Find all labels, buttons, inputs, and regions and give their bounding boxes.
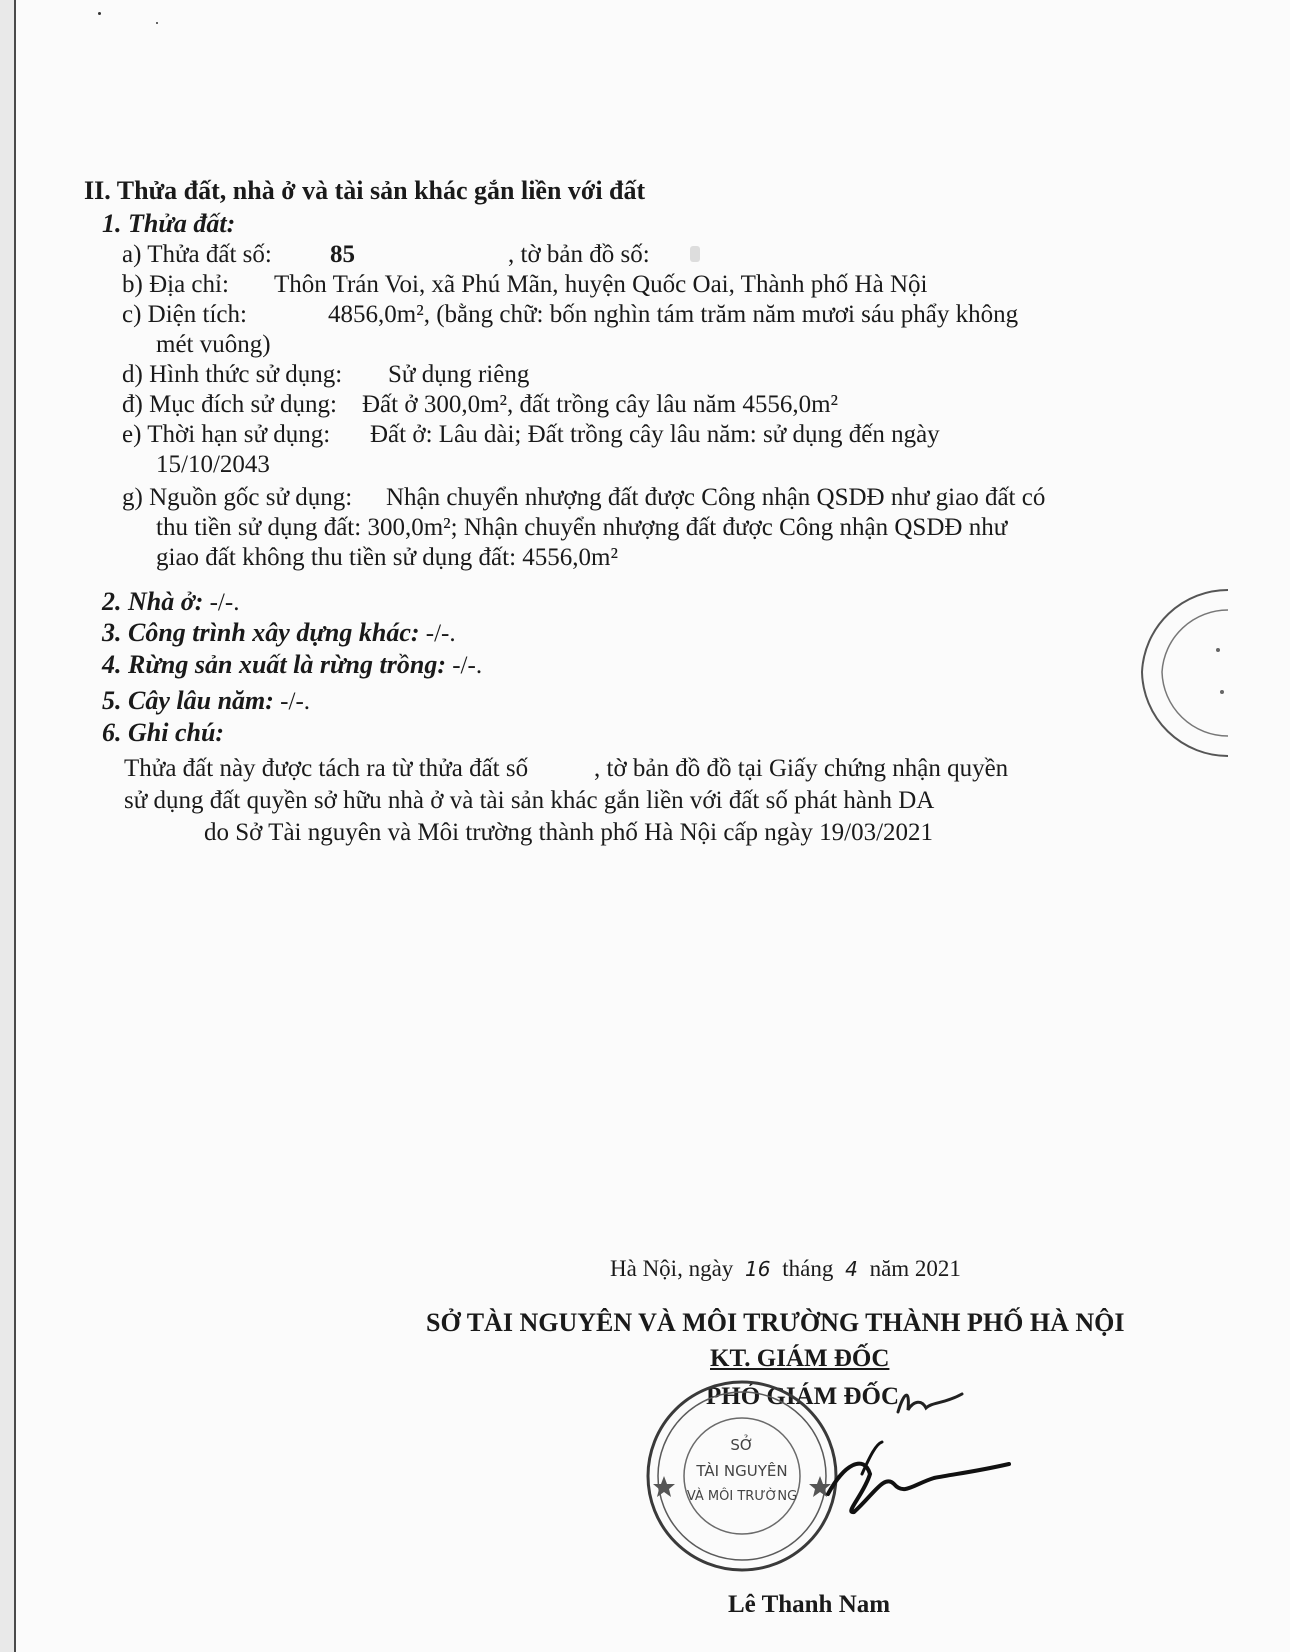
date-month-label: tháng (782, 1256, 834, 1281)
signing-date (610, 1254, 961, 1284)
label-plot-number: a) Thửa đất số: (122, 241, 272, 268)
usage-purpose: Đất ở 300,0m², đất trồng cây lâu năm 4556,0m² (362, 391, 839, 418)
speck (156, 22, 158, 24)
partial-stamp-edge (1110, 588, 1230, 758)
initials-mark (892, 1382, 972, 1422)
origin-cont: thu tiền sử dụng đất: 300,0m²; Nhận chuyển nhượng đất được Công nhận QSDĐ như (156, 514, 1008, 541)
usage-form: Sử dụng riêng (388, 361, 530, 388)
agency-name: SỞ TÀI NGUYÊN VÀ MÔI TRƯỜNG THÀNH PHỐ HÀ NỘI (426, 1308, 1125, 1337)
note-line-1a: Thửa đất này được tách ra từ thửa đất số (124, 755, 529, 782)
house-value: -/-. (209, 589, 240, 616)
redacted-map-sheet (690, 246, 700, 262)
label-address: b) Địa chỉ: (122, 271, 229, 298)
forest-value: -/-. (452, 652, 483, 679)
origin: Nhận chuyển nhượng đất được Công nhận QSDĐ như giao đất có (386, 484, 1046, 511)
other-works-value: -/-. (425, 620, 456, 647)
heading-notes: 6. Ghi chú: (102, 718, 225, 747)
signer-title-1: KT. GIÁM ĐỐC (710, 1345, 890, 1372)
row-other-works (102, 618, 456, 649)
heading-house: 2. Nhà ở: (102, 587, 204, 616)
note-line-3: do Sở Tài nguyên và Môi trường thành phố Hà Nội cấp ngày 19/03/2021 (204, 819, 934, 846)
seal-line-3: VÀ MÔI TRƯỜNG (686, 1489, 798, 1504)
label-usage-term: e) Thời hạn sử dụng: (122, 421, 331, 448)
address: Thôn Trán Voi, xã Phú Mãn, huyện Quốc Oai, Thành phố Hà Nội (274, 271, 928, 298)
note-line-2: sử dụng đất quyền sở hữu nhà ở và tài sản khác gắn liền với đất số phát hành DA (124, 787, 935, 814)
origin-cont-2: giao đất không thu tiền sử dụng đất: 4556,0m² (156, 544, 618, 571)
usage-term: Đất ở: Lâu dài; Đất trồng cây lâu năm: sử dụng đến ngày (370, 421, 940, 448)
label-area: c) Diện tích: (122, 301, 247, 328)
section-title: II. Thửa đất, nhà ở và tài sản khác gắn liền với đất (84, 176, 646, 205)
signer-name: Lê Thanh Nam (728, 1591, 891, 1618)
label-usage-form: d) Hình thức sử dụng: (122, 361, 343, 388)
official-seal (642, 1376, 842, 1576)
heading-perennial: 5. Cây lâu năm: (102, 686, 274, 715)
date-month: 4 (845, 1257, 858, 1281)
handwritten-signature (824, 1434, 1014, 1524)
date-day: 16 (745, 1257, 771, 1281)
row-forest (102, 650, 482, 681)
row-house (102, 587, 239, 618)
row-perennial (102, 686, 310, 717)
signer-title-2: PHÓ GIÁM ĐỐC (706, 1383, 900, 1410)
plot-number: 85 (330, 241, 355, 268)
note-line-1b: , tờ bản đồ đồ tại Giấy chứng nhận quyền (594, 755, 1009, 782)
date-prefix: Hà Nội, ngày (610, 1256, 734, 1281)
area: 4856,0m², (bằng chữ: bốn nghìn tám trăm năm mươi sáu phẩy không (328, 301, 1019, 328)
date-year: năm 2021 (869, 1256, 961, 1281)
area-cont: mét vuông) (156, 331, 271, 358)
usage-term-cont: 15/10/2043 (156, 451, 270, 478)
label-map-sheet: , tờ bản đồ số: (508, 241, 650, 268)
seal-line-2: TÀI NGUYÊN (696, 1462, 788, 1480)
speck (98, 12, 101, 15)
label-usage-purpose: đ) Mục đích sử dụng: (122, 391, 337, 418)
document-page (14, 0, 1290, 1652)
heading-land-plot: 1. Thửa đất: (102, 209, 236, 238)
perennial-value: -/-. (280, 688, 311, 715)
heading-other-works: 3. Công trình xây dựng khác: (102, 618, 420, 647)
heading-forest: 4. Rừng sản xuất là rừng trồng: (102, 650, 446, 679)
seal-line-1: SỞ (730, 1436, 754, 1454)
label-origin: g) Nguồn gốc sử dụng: (122, 484, 353, 511)
